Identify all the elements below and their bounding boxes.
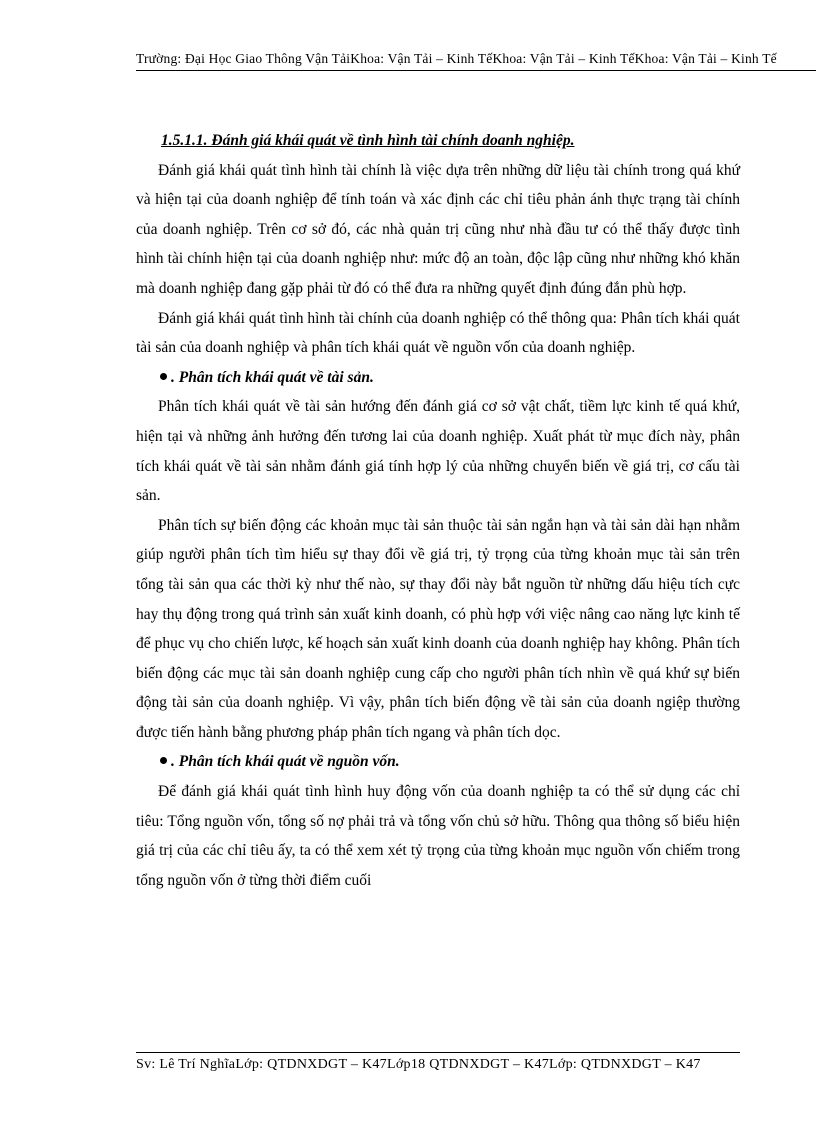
- paragraph: Phân tích khái quát về tài sản hướng đến đánh giá cơ sở vật chất, tiềm lực kinh tế quá khứ, hiện tại và những ảnh hưởng đến tương lai của doanh nghiệp. Xuất phát từ mục đích này, phân tích khái quát về tài sản nhằm đánh giá tính hợp lý của những chuyển biến về giá trị, cơ cấu tài sản.: [136, 398, 740, 505]
- footer-divider: [136, 1052, 740, 1053]
- page-header: [136, 48, 816, 71]
- section-heading: 1.5.1.1. Đánh giá khái quát về tình hình tài chính doanh nghiệp.: [161, 132, 575, 149]
- page-footer: [136, 1057, 796, 1073]
- document-body: [136, 126, 740, 895]
- assets-heading-text: . Phân tích khái quát về tài sản.: [171, 368, 374, 386]
- paragraph: Phân tích sự biến động các khoản mục tài sản thuộc tài sản ngắn hạn và tài sản dài hạn nhằm giúp người phân tích tìm hiểu sự thay đổi về giá trị, tỷ trọng của từng khoản mục tài sản trên tổng tài sản qua các thời kỳ như thế nào, sự thay đổi này bắt nguồn từ những dấu hiệu tích cực hay thụ động trong quá trình sản xuất kinh doanh, có phù hợp với việc nâng cao năng lực kinh tế để phục vụ cho chiến lược, kế hoạch sản xuất kinh doanh của doanh nghiệp hay không. Phân tích biến động các mục tài sản doanh nghiệp cung cấp cho người phân tích nhìn về quá khứ sự biến động tài sản của doanh nghiệp. Vì vậy, phân tích biến động về tài sản của doanh ngiệp thường được tiến hành bằng phương pháp phân tích ngang và phân tích dọc.: [136, 516, 740, 741]
- bullet-icon: [160, 757, 167, 764]
- paragraph: Đánh giá khái quát tình hình tài chính là việc dựa trên những dữ liệu tài chính trong quá khứ và hiện tại của doanh nghiệp để tính toán và xác định các chỉ tiêu phản ánh thực trạng tài chính của doanh nghiệp. Trên cơ sở đó, các nhà quản trị cũng như nhà đầu tư có thể thấy được tình hình tài chính hiện tại của doanh nghiệp như: mức độ an toàn, độc lập cũng như những khó khăn mà doanh nghiệp đang gặp phải từ đó có thể đưa ra những quyết định đúng đắn phù hợp.: [136, 161, 740, 297]
- bullet-icon: [160, 373, 167, 380]
- paragraph: Để đánh giá khái quát tình hình huy động vốn của doanh nghiệp ta có thể sử dụng các chỉ tiêu: Tổng nguồn vốn, tổng số nợ phải trả và tổng vốn chủ sở hữu. Thông qua thông số biểu hiện giá trị của các chỉ tiêu ấy, ta có thể xem xét tỷ trọng của từng khoản mục nguồn vốn chiếm trong tổng nguồn vốn ở từng thời điểm cuối: [136, 783, 740, 889]
- assets-heading: [136, 363, 740, 393]
- capital-heading-text: . Phân tích khái quát về nguồn vốn.: [171, 753, 400, 771]
- header-text: Trường: Đại Học Giao Thông Vận TảiKhoa: Vận Tải – Kinh TếKhoa: Vận Tải – Kinh TếKhoa: Vận Tải – Kinh Tế: [136, 51, 777, 66]
- capital-heading: [136, 747, 740, 777]
- paragraph: Đánh giá khái quát tình hình tài chính của doanh nghiệp có thể thông qua: Phân tích khái quát tài sản của doanh nghiệp và phân tích khái quát về nguồn vốn của doanh nghiệp.: [136, 309, 740, 357]
- footer-text: Sv: Lê Trí NghĩaLớp: QTDNXDGT – K47Lớp18 QTDNXDGT – K47Lớp: QTDNXDGT – K47: [136, 1057, 701, 1072]
